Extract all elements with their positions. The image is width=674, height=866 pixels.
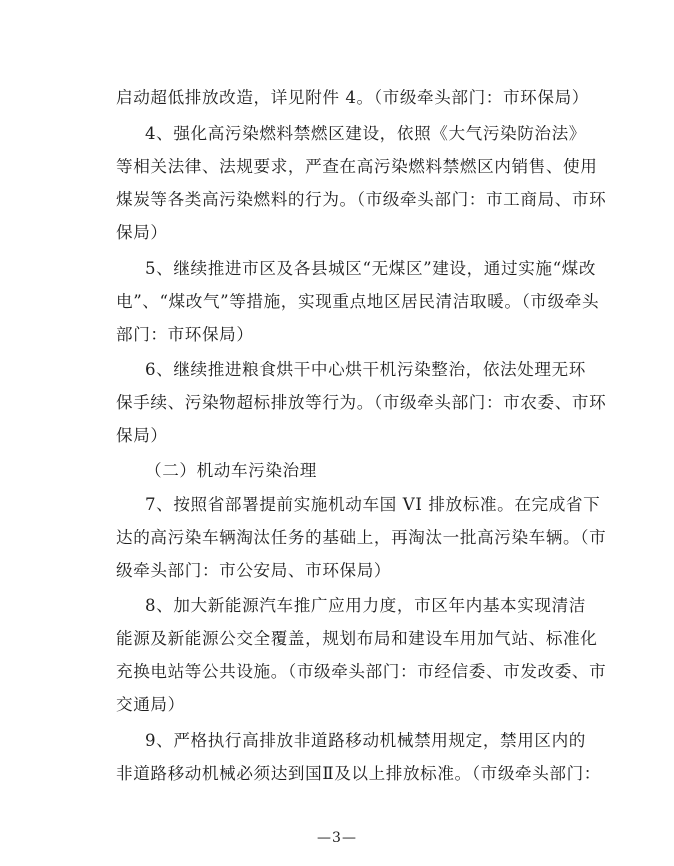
text-line-5: 保局） — [116, 223, 168, 242]
text-line-3: 等相关法律、法规要求，严查在高污染燃料禁燃区内销售、使用 — [116, 157, 598, 176]
text-line-16: 能源及新能源公交全覆盖，规划布局和建设车用加气站、标准化 — [116, 629, 598, 648]
page-number: —3— — [317, 830, 357, 846]
text-line-17: 充换电站等公共设施。（市级牵头部门：市经信委、市发改委、市 — [116, 662, 607, 681]
text-line-12: 7、按照省部署提前实施机动车国 VI 排放标准。在完成省下 — [145, 495, 601, 514]
text-line-15: 8、加大新能源汽车推广应用力度，市区年内基本实现清洁 — [145, 596, 586, 615]
section-heading: （二）机动车污染治理 — [145, 461, 317, 480]
text-line-18: 交通局） — [116, 695, 185, 714]
text-line-14: 级牵头部门：市公安局、市环保局） — [116, 561, 392, 580]
text-line-7: 电”、“煤改气”等措施，实现重点地区居民清洁取暖。（市级牵头 — [116, 292, 600, 311]
text-line-11: 保局） — [116, 426, 168, 445]
text-line-2: 4、强化高污染燃料禁燃区建设，依照《大气污染防治法》 — [145, 124, 586, 143]
text-line-9: 6、继续推进粮食烘干中心烘干机污染整治，依法处理无环 — [145, 360, 586, 379]
text-line-13: 达的高污染车辆淘汰任务的基础上，再淘汰一批高污染车辆。（市 — [116, 528, 607, 547]
text-line-8: 部门：市环保局） — [116, 325, 254, 344]
text-line-20: 非道路移动机械必须达到国Ⅱ及以上排放标准。（市级牵头部门： — [116, 764, 602, 783]
text-line-6: 5、继续推进市区及各县城区“无煤区”建设，通过实施“煤改 — [145, 259, 597, 278]
text-line-19: 9、严格执行高排放非道路移动机械禁用规定，禁用区内的 — [145, 731, 586, 750]
text-line-4: 煤炭等各类高污染燃料的行为。（市级牵头部门：市工商局、市环 — [116, 190, 607, 209]
text-line-10: 保手续、污染物超标排放等行为。（市级牵头部门：市农委、市环 — [116, 393, 607, 412]
text-line-1: 启动超低排放改造，详见附件 4。（市级牵头部门：市环保局） — [116, 88, 589, 107]
